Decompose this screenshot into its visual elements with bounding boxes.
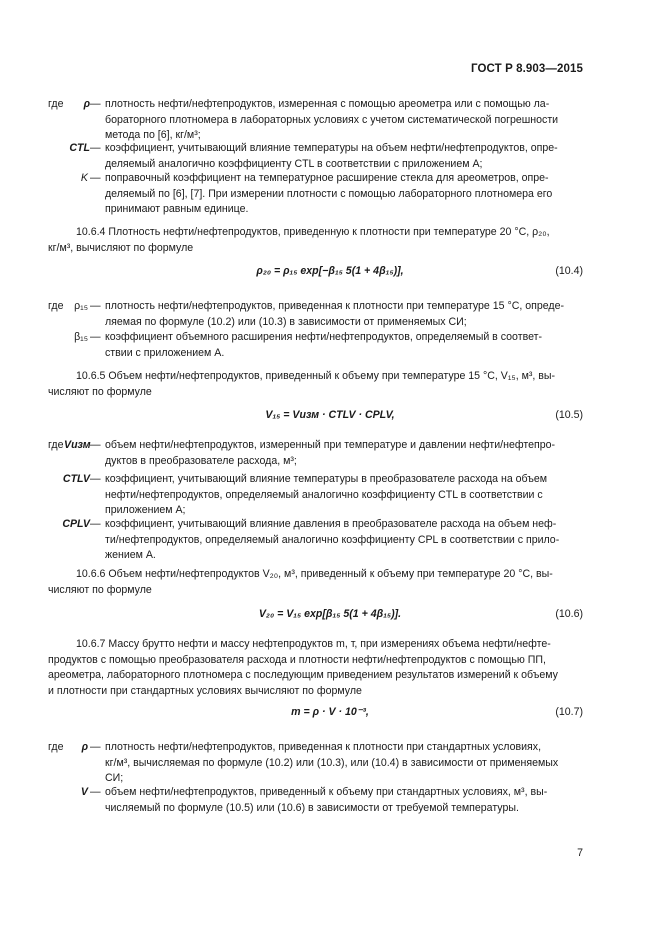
definition-line: приложением А;: [105, 504, 186, 516]
definition-cpl-v: [105, 517, 583, 564]
paragraph-line: 10.6.5 Объем нефти/нефтепродуктов, приведенный к объему при температуре 15 °С, V₁₅, м³, вы-: [76, 370, 556, 382]
formula-10-7: m = ρ · V · 10⁻³,: [291, 706, 369, 718]
definition-line: числяемый по формуле (10.5) или (10.6) в зависимости от требуемой температуры.: [105, 801, 519, 814]
definition-rho-15: [105, 299, 583, 330]
symbol-rho-15: ρ₁₅: [74, 300, 88, 312]
paragraph-10-6-6: [48, 567, 583, 598]
formula-number-10-4: (10.4): [555, 265, 583, 277]
symbol-rho-measured: ρ: [83, 98, 90, 110]
definition-v-standard: [105, 785, 583, 816]
dash: —: [90, 473, 101, 485]
definition-line: нефти/нефтепродуктов, определяемый аналогично коэффициенту CTL в соответствии с: [105, 488, 543, 501]
definition-line: коэффициент, учитывающий влияние температуры в преобразователе расхода на объем: [105, 473, 548, 485]
paragraph-line: числяют по формуле: [48, 583, 152, 596]
dash: —: [90, 786, 101, 798]
paragraph-line: продуктов с помощью преобразователя расхода и плотности нефти/нефтепродуктов с помощью ПП,: [48, 653, 546, 666]
definition-beta-15: [105, 330, 583, 361]
definition-line: дуктов в преобразователе расхода, м³;: [105, 454, 297, 467]
dash: —: [90, 439, 101, 451]
definition-rho-standard: [105, 740, 583, 787]
definition-line: объем нефти/нефтепродуктов, измеренный при температуре и давлении нефти/нефтепро-: [105, 439, 556, 451]
symbol-cpl-v: CPLV: [62, 518, 90, 530]
definition-ctl: [105, 141, 583, 172]
definition-line: деляемый аналогично коэффициенту CTL в соответствии с приложением А;: [105, 157, 483, 170]
paragraph-line: 10.6.6 Объем нефти/нефтепродуктов V₂₀, м³, приведенный к объему при температуре 20 °С, вы-: [76, 568, 553, 580]
definition-line: жением А.: [105, 549, 156, 561]
formula-10-5: V₁₅ = Vизм · CTLV · CPLV,: [265, 409, 395, 421]
definition-line: кг/м³, вычисляемая по формуле (10.2) или (10.3), или (10.4) в зависимости от применяемых: [105, 756, 559, 769]
formula-number-10-5: (10.5): [555, 409, 583, 421]
dash: —: [90, 98, 101, 110]
where-label: где: [48, 98, 64, 110]
definition-line: СИ;: [105, 772, 124, 784]
where-label: где: [48, 741, 64, 753]
symbol-rho-standard: ρ: [81, 741, 88, 753]
paragraph-line: ареометра, лабораторного плотномера с последующим приведением результатов измерений к объему: [48, 669, 558, 681]
paragraph-line: кг/м³, вычисляют по формуле: [48, 241, 194, 254]
where-label: где: [48, 439, 64, 451]
paragraph-10-6-7: [48, 637, 583, 699]
symbol-v-standard: V: [80, 786, 88, 798]
dash: —: [90, 142, 101, 154]
symbol-beta-15: β₁₅: [74, 331, 88, 343]
symbol-ctl-v: CTLV: [62, 473, 90, 485]
dash: —: [90, 518, 101, 530]
dash: —: [90, 172, 101, 184]
definition-k: [105, 171, 583, 218]
definition-line: деляемый по [6], [7]. При измерении плотности с помощью лабораторного плотномера его: [105, 187, 553, 200]
definition-line: объем нефти/нефтепродуктов, приведенный к объему при стандартных условиях, м³, вы-: [105, 786, 548, 798]
definition-rho: [105, 97, 583, 144]
definition-v-measured: [105, 438, 583, 469]
definition-line: метода по [6], кг/м³;: [105, 129, 201, 141]
definition-line: ствии с приложением А.: [105, 346, 225, 359]
paragraph-10-6-5: [48, 369, 583, 400]
formula-number-10-6: (10.6): [555, 608, 583, 620]
definition-line: коэффициент объемного расширения нефти/нефтепродуктов, определяемый в соответ-: [105, 331, 542, 343]
where-label: где: [48, 300, 64, 312]
symbol-v-measured: Vизм: [64, 439, 91, 451]
paragraph-line: числяют по формуле: [48, 385, 152, 398]
definition-ctl-v: [105, 472, 583, 519]
symbol-k: K: [80, 172, 88, 184]
definition-line: коэффициент, учитывающий влияние температуры на объем нефти/нефтепродуктов, опре-: [105, 142, 558, 154]
definition-line: плотность нефти/нефтепродуктов, измеренная с помощью ареометра или с помощью ла-: [105, 98, 550, 110]
definition-line: ти/нефтепродуктов, определяемый аналогично коэффициенту CPL в соответствии с прило-: [105, 533, 560, 546]
symbol-ctl: CTL: [69, 142, 90, 154]
definition-line: ляемая по формуле (10.2) или (10.3) в зависимости от применяемых СИ;: [105, 315, 467, 328]
formula-10-4: ρ₂₀ = ρ₁₅ exp[−β₁₅ 5(1 + 4β₁₅)],: [256, 265, 404, 277]
definition-line: плотность нефти/нефтепродуктов, приведенная к плотности при стандартных условиях,: [105, 741, 542, 753]
paragraph-line: и плотности при стандартных условиях вычисляют по формуле: [48, 684, 362, 697]
definition-line: бораторного плотномера в лабораторных условиях с учетом систематической погрешности: [105, 113, 559, 126]
dash: —: [90, 331, 101, 343]
paragraph-line: 10.6.4 Плотность нефти/нефтепродуктов, приведенную к плотности при температуре 20 °С, ρ₂₀,: [76, 226, 550, 238]
definition-line: коэффициент, учитывающий влияние давления в преобразователе расхода на объем неф-: [105, 518, 557, 530]
page-number: 7: [577, 847, 583, 859]
formula-10-6: V₂₀ = V₁₅ exp[β₁₅ 5(1 + 4β₁₅)].: [258, 608, 402, 620]
dash: —: [90, 741, 101, 753]
dash: —: [90, 300, 101, 312]
definition-line: плотность нефти/нефтепродуктов, приведенная к плотности при температуре 15 °С, опреде-: [105, 300, 565, 312]
definition-line: принимают равным единице.: [105, 203, 249, 215]
paragraph-10-6-4: [48, 225, 583, 256]
formula-number-10-7: (10.7): [555, 706, 583, 718]
paragraph-line: 10.6.7 Массу брутто нефти и массу нефтепродуктов m, т, при измерениях объема нефти/нефте-: [76, 638, 551, 650]
document-header: ГОСТ Р 8.903—2015: [471, 63, 583, 75]
definition-line: поправочный коэффициент на температурное расширение стекла для ареометров, опре-: [105, 172, 549, 184]
